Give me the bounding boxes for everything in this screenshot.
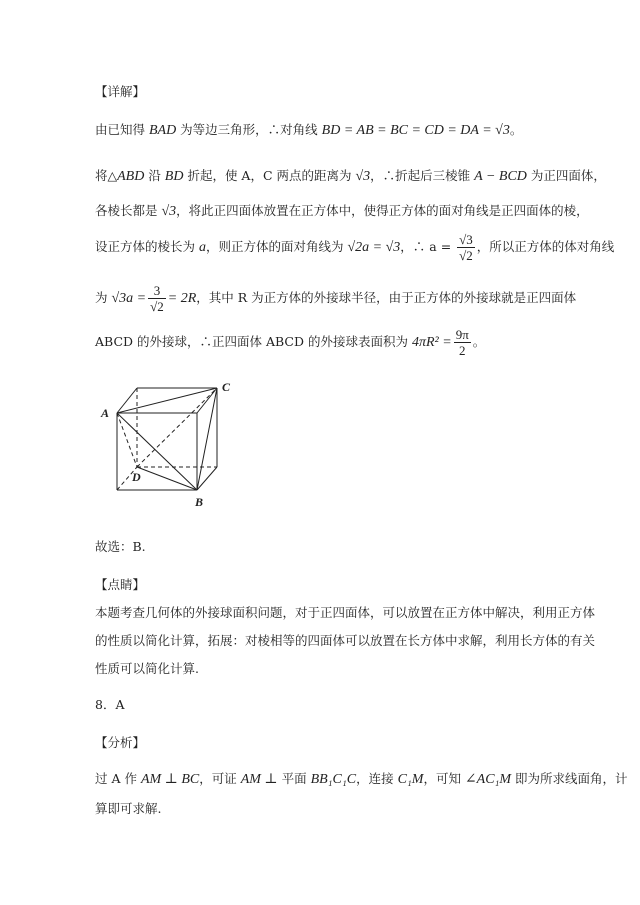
line-2: 将△ABD 沿 BD 折起，使 A，C 两点的距离为 √3，∴折起后三棱锥 A − BCD 为正四面体， — [95, 168, 606, 184]
heading-comment: 【点睛】 — [95, 577, 146, 592]
answer-line: 故选：B. — [95, 539, 146, 554]
heading-analysis: 【分析】 — [95, 735, 146, 750]
label-c: C — [222, 380, 231, 394]
line-3: 各棱长都是 √3，将此正四面体放置在正方体中，使得正方体的面对角线是正四面体的棱， — [95, 203, 589, 219]
label-d: D — [132, 470, 141, 484]
tetra-edge-ac — [117, 388, 217, 413]
fraction-3-root2: $\frac{3}{√2}$ — [150, 283, 164, 314]
line-1: 由已知得 BAD 为等边三角形，∴对角线 BD = AB = BC = CD = DA = √3。 — [95, 122, 523, 138]
label-b: B — [195, 495, 204, 509]
comment-line-3: 性质可以简化计算. — [95, 661, 199, 676]
math-bad: BAD — [148, 123, 177, 138]
heading-detail: 【详解】 — [95, 84, 146, 99]
tetra-hidden-edge — [117, 413, 137, 467]
cube-edge — [197, 467, 217, 490]
question-8-answer: 8．A — [95, 697, 125, 712]
line-4: 设正方体的棱长为 a，则正方体的面对角线为 √2a = √3，∴ a = $\frac{√3}{√2}$ ，所以正方体的体对角线 — [95, 232, 615, 263]
line-5: 为 √3a = $\frac{3}{√2}$ = 2R，其中 R 为正方体的外接球半径，由于正方体的外接球就是正四面体 — [95, 283, 577, 314]
comment-line-1: 本题考查几何体的外接球面积问题，对于正四面体，可以放置在正方体中解决，利用正方体 — [95, 605, 596, 620]
label-a: A — [101, 406, 110, 420]
tetra-edge-bc — [197, 388, 217, 490]
math-equal-edges: BD = AB = BC = CD = DA = √3 — [321, 123, 510, 138]
tetra-edge-db — [137, 467, 197, 490]
fraction-9pi-2: $\frac{9\pi}{2}$ — [455, 327, 469, 358]
tetra-edge-ab — [117, 413, 197, 490]
cube-tetrahedron-figure — [95, 375, 245, 515]
analysis-line-1: 过 A 作 AM ⊥ BC，可证 AM ⊥ 平面 BB₁C₁C，连接 C₁M，可知 ∠AC₁M 即为所求线面角，计 — [95, 771, 628, 787]
comment-line-2: 的性质以简化计算，拓展：对棱相等的四面体可以放置在长方体中求解，利用长方体的有关 — [95, 633, 596, 648]
fraction-a: $\frac{√3}{√2}$ — [459, 232, 473, 263]
tetra-hidden-edge — [137, 388, 217, 467]
analysis-line-2: 算即可求解. — [95, 801, 162, 816]
line-6: ABCD 的外接球，∴正四面体 ABCD 的外接球表面积为 4πR² = $\frac{9\pi}{2}$ 。 — [95, 327, 486, 358]
